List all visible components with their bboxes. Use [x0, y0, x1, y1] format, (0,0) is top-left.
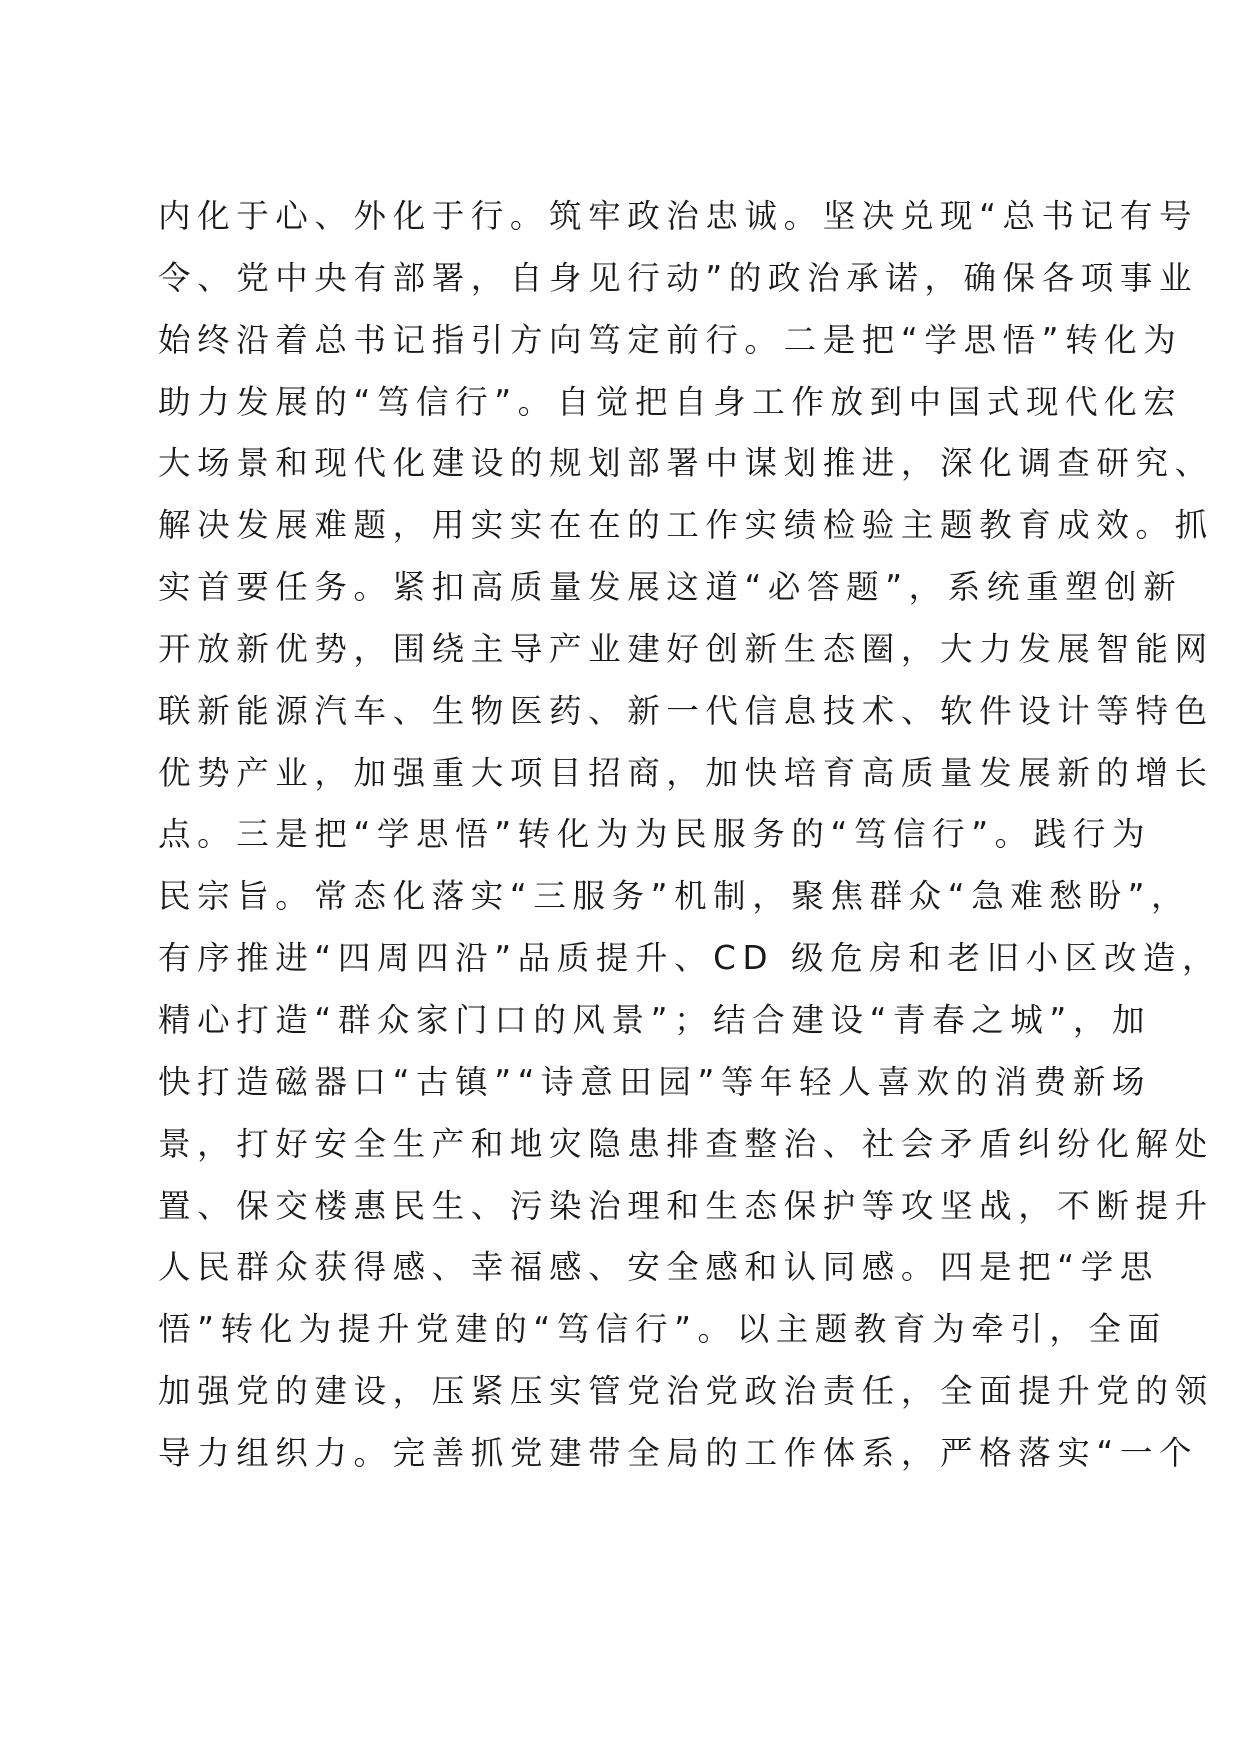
text-line: 令、党中央有部署，自身见行动”的政治承诺，确保各项事业 [158, 258, 1199, 297]
text-line: 人民群众获得感、幸福感、安全感和认同感。四是把“学思 [158, 1248, 1159, 1287]
text-line: 大场景和现代化建设的规划部署中谋划推进，深化调查研究、 [158, 444, 1214, 483]
text-line: 点。三是把“学思悟”转化为为民服务的“笃信行”。践行为 [158, 815, 1152, 854]
text-line: 始终沿着总书记指引方向笃定前行。二是把“学思悟”转化为 [158, 320, 1183, 359]
text-line: 悟”转化为提升党建的“笃信行”。以主题教育为牵引，全面 [158, 1310, 1167, 1349]
text-line: 民宗旨。常态化落实“三服务”机制，聚焦群众“急难愁盼”， [158, 877, 1191, 916]
text-line: 实首要任务。紧扣高质量发展这道“必答题”，系统重塑创新 [158, 568, 1183, 607]
body-paragraph [158, 186, 1222, 1485]
text-line: 内化于心、外化于行。筑牢政治忠诚。坚决兑现“总书记有号 [158, 197, 1199, 235]
text-line: 快打造磁器口“古镇”“诗意田园”等年轻人喜欢的消费新场 [158, 1062, 1152, 1101]
text-line: 解决发展难题，用实实在在的工作实绩检验主题教育成效。抓 [158, 506, 1214, 545]
text-line: 开放新优势，围绕主导产业建好创新生态圈，大力发展智能网 [158, 629, 1214, 668]
text-line: 优势产业，加强重大项目招商，加快培育高质量发展新的增长 [158, 753, 1214, 792]
text-line: 助力发展的“笃信行”。自觉把自身工作放到中国式现代化宏 [158, 382, 1183, 421]
text-line: 导力组织力。完善抓党建带全局的工作体系，严格落实“一个 [158, 1433, 1199, 1472]
text-line: 置、保交楼惠民生、污染治理和生态保护等攻坚战，不断提升 [158, 1186, 1214, 1225]
text-line: 景，打好安全生产和地灾隐患排查整治、社会矛盾纠纷化解处 [158, 1124, 1214, 1163]
text-line: 联新能源汽车、生物医药、新一代信息技术、软件设计等特色 [158, 691, 1214, 730]
text-line: 加强党的建设，压紧压实管党治党政治责任，全面提升党的领 [158, 1372, 1214, 1411]
text-line: 有序推进“四周四沿”品质提升、CD 级危房和老旧小区改造， [158, 939, 1222, 978]
text-line: 精心打造“群众家门口的风景”；结合建设“青春之城”，加 [158, 1000, 1152, 1039]
